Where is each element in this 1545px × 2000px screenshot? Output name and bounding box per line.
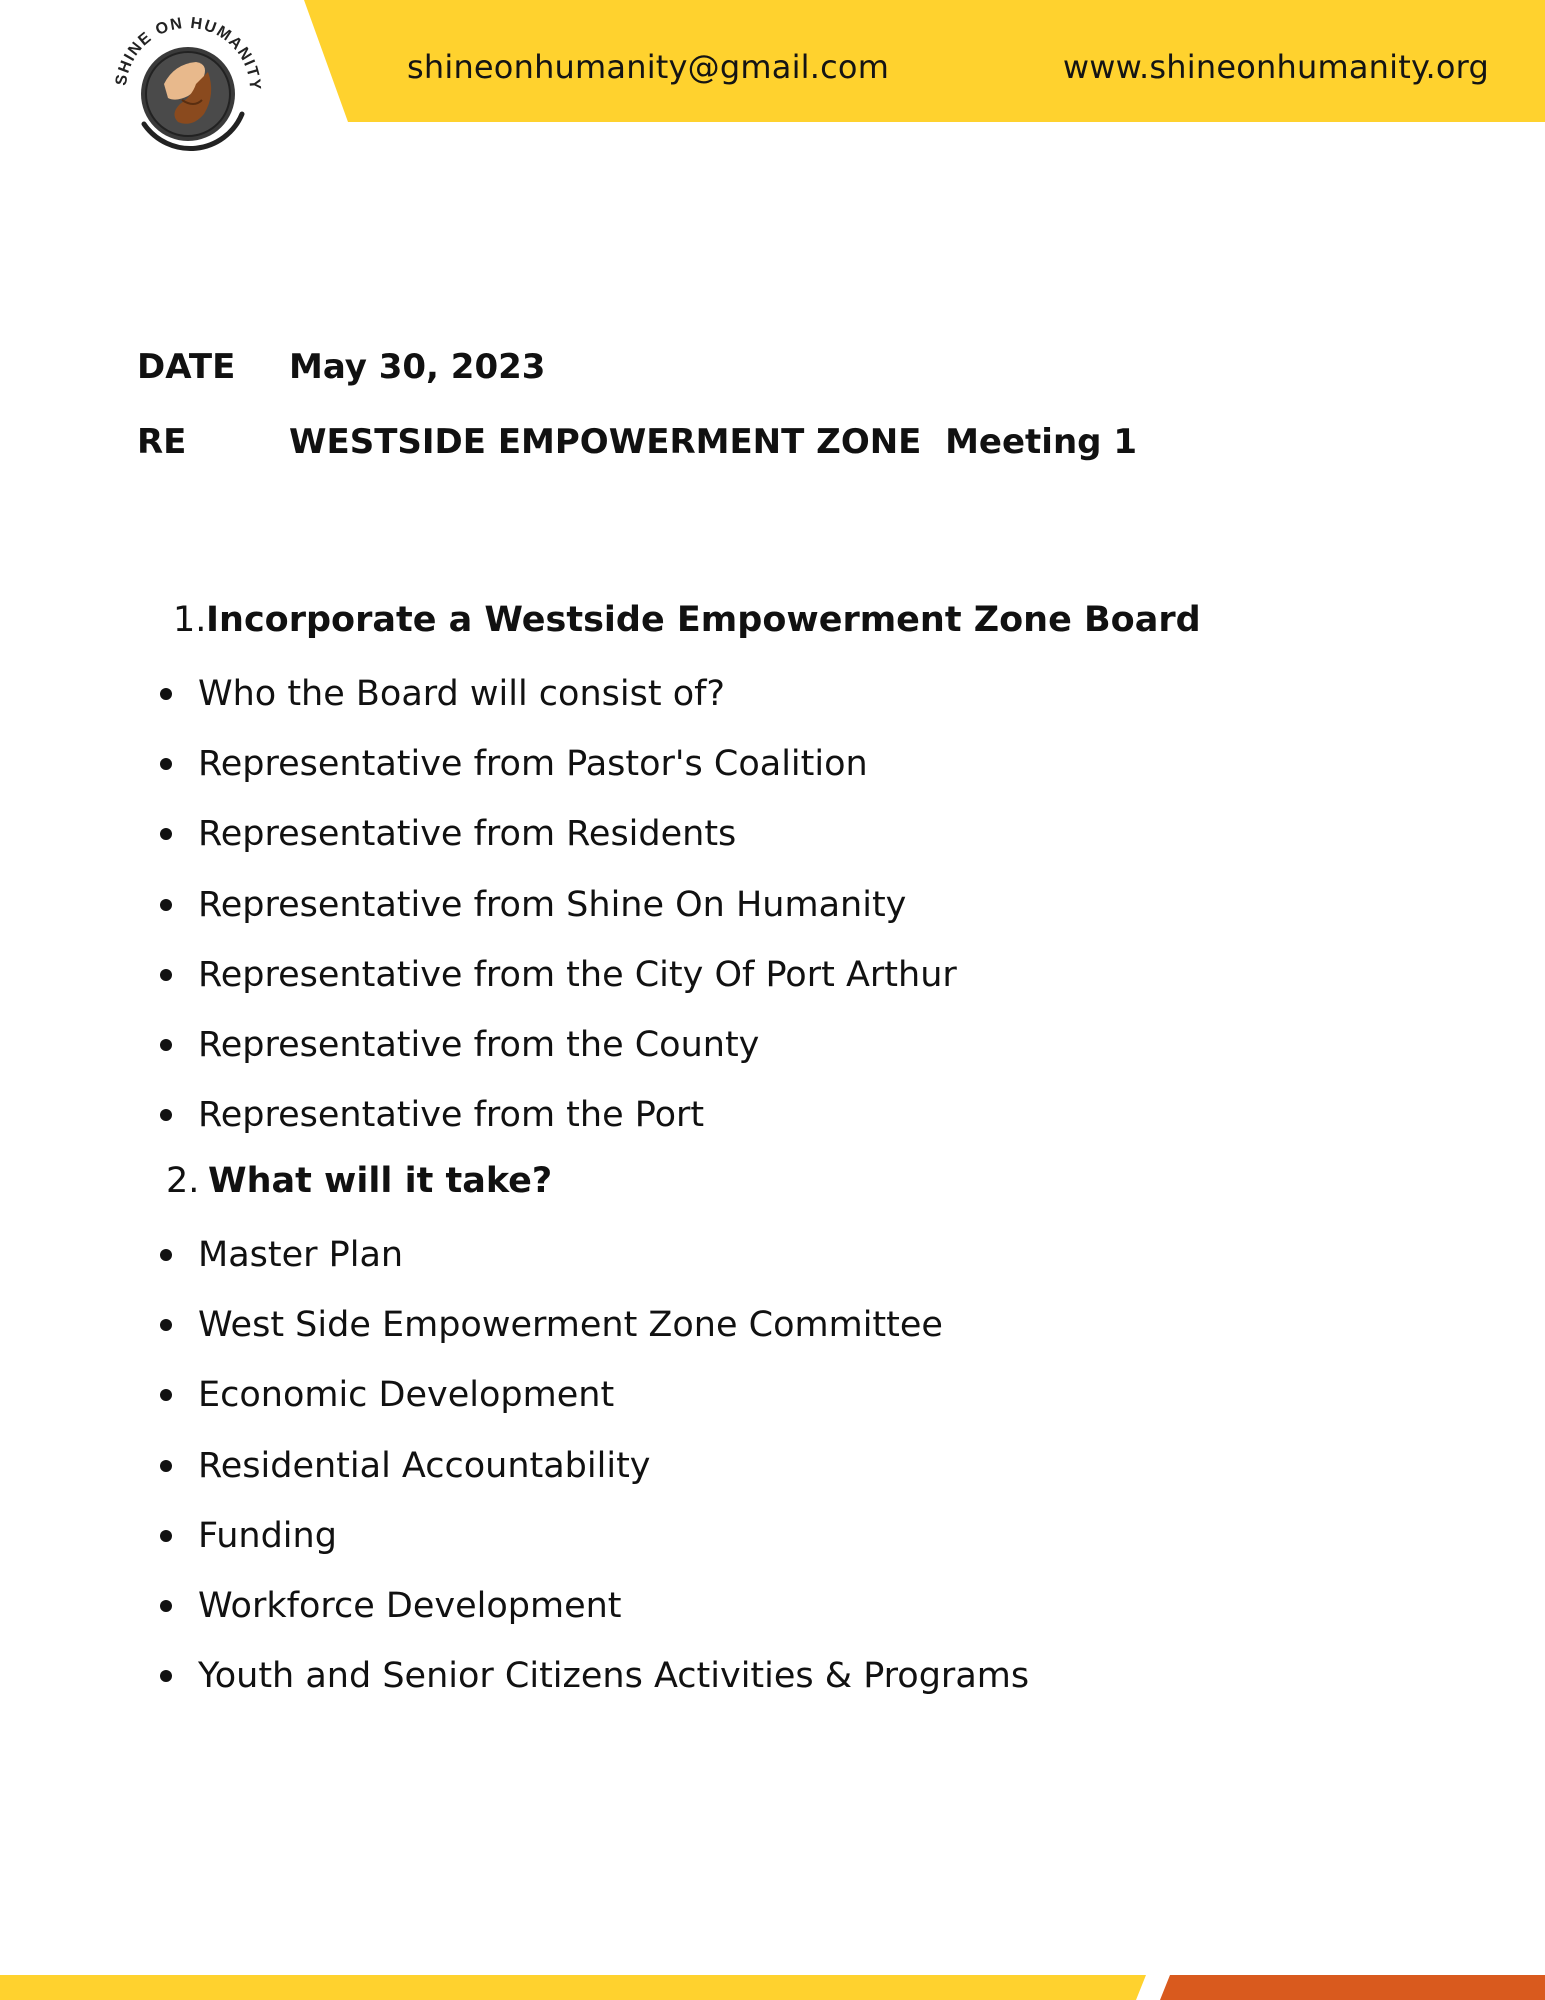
bullet-icon (160, 1600, 172, 1612)
header-website-link[interactable]: www.shineonhumanity.org (1062, 48, 1489, 86)
section-heading-1 (173, 600, 1201, 640)
bullet-icon (160, 828, 172, 840)
list-item-text: Representative from Pastor's Coalition (198, 744, 868, 785)
header-email-link[interactable]: shineonhumanity@gmail.com (407, 48, 890, 86)
bullet-icon (160, 1249, 172, 1261)
section-title: Incorporate a Westside Empowerment Zone Board (206, 600, 1201, 640)
list-item-text: Representative from the County (198, 1024, 760, 1065)
bullet-icon (160, 1319, 172, 1331)
list-item-text: West Side Empowerment Zone Committee (198, 1305, 943, 1346)
section-number: 2. (166, 1161, 200, 1201)
shine-on-humanity-logo (104, 4, 272, 164)
list-item-text: Who the Board will consist of? (198, 674, 725, 714)
bullet-icon (160, 969, 172, 981)
svg-text:SHINE ON HUMANITY: SHINE ON HUMANITY (112, 14, 264, 92)
date-value: May 30, 2023 (289, 347, 546, 387)
list-item-text: Youth and Senior Citizens Activities & Programs (198, 1656, 1030, 1697)
list-item-text: Residential Accountability (198, 1445, 651, 1486)
bullet-icon (160, 1039, 172, 1051)
bullet-icon (160, 1530, 172, 1542)
list-item-text: Funding (198, 1515, 337, 1556)
section-number: 1. (173, 600, 207, 640)
date-label: DATE (137, 347, 236, 387)
list-item-text: Representative from the City Of Port Arthur (198, 954, 957, 995)
re-label: RE (137, 422, 187, 462)
list-item-text: Master Plan (198, 1235, 404, 1275)
list-item-text: Representative from the Port (198, 1095, 705, 1136)
section-heading-2 (166, 1161, 552, 1201)
bullet-icon (160, 1670, 172, 1682)
re-value: WESTSIDE EMPOWERMENT ZONE Meeting 1 (289, 422, 1137, 462)
bullet-icon (160, 1389, 172, 1401)
list-item-text: Economic Development (198, 1375, 615, 1416)
list-item-text: Representative from Residents (198, 814, 737, 855)
footer-band (0, 1975, 1545, 2000)
bullet-icon (160, 1109, 172, 1121)
section-title: What will it take? (208, 1161, 553, 1201)
bullet-icon (160, 688, 172, 700)
list-item-text: Representative from Shine On Humanity (198, 884, 907, 925)
bullet-icon (160, 758, 172, 770)
bullet-icon (160, 899, 172, 911)
bullet-icon (160, 1460, 172, 1472)
list-item-text: Workforce Development (198, 1585, 622, 1626)
